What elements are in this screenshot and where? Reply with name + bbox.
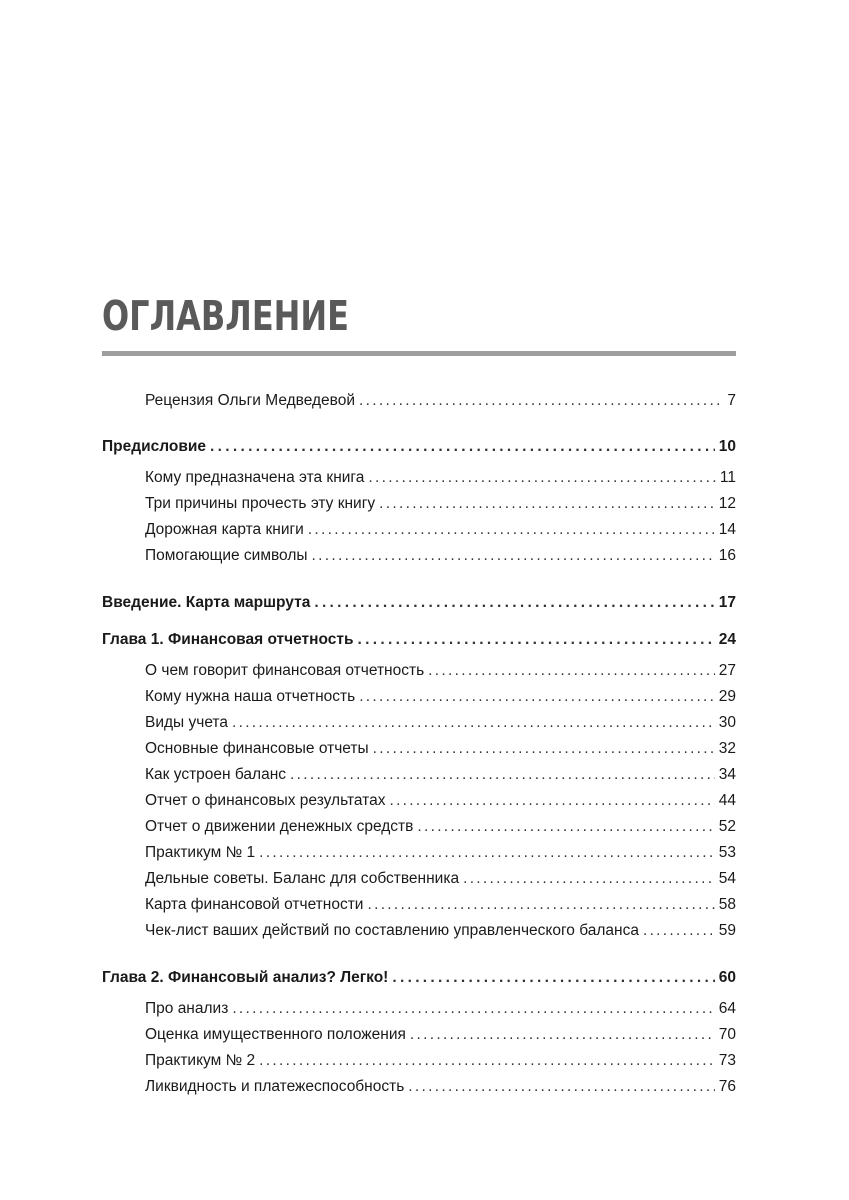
toc-entry-label: Кому нужна наша отчетность [145, 688, 356, 705]
toc-entry[interactable] [145, 467, 736, 489]
dot-leader [359, 686, 715, 708]
toc-entry-label: Основные финансовые отчеты [145, 740, 369, 757]
toc-entry-label: Глава 1. Финансовая отчетность [102, 631, 354, 648]
toc-entry-introduction[interactable] [102, 592, 736, 614]
toc-entry-page: 60 [718, 969, 736, 986]
toc-entry[interactable] [145, 712, 736, 734]
dot-leader [367, 894, 714, 916]
toc-entry-page: 29 [718, 688, 736, 705]
toc-entry-page: 27 [718, 662, 736, 679]
toc-entry-label: Рецензия Ольги Медведевой [145, 392, 355, 409]
toc-entry-label: О чем говорит финансовая отчетность [145, 662, 425, 679]
toc-entry[interactable] [145, 998, 736, 1020]
toc-entry-review[interactable] [145, 390, 736, 412]
toc-entry[interactable] [145, 842, 736, 864]
toc-entry[interactable] [145, 493, 736, 515]
toc-entry-page: 7 [727, 392, 736, 409]
dot-leader [290, 764, 715, 786]
toc-entry-page: 52 [718, 818, 736, 835]
toc-entry-label: Кому предназначена эта книга [145, 469, 365, 486]
toc-entry-page: 44 [718, 792, 736, 809]
dot-leader [308, 519, 715, 541]
toc-entry[interactable] [145, 660, 736, 682]
dot-leader [463, 868, 715, 890]
toc-entry-label: Отчет о финансовых результатах [145, 792, 386, 809]
toc-entry-chapter-2[interactable] [102, 967, 736, 989]
dot-leader [312, 545, 715, 567]
toc-entry-label: Виды учета [145, 714, 228, 731]
dot-leader [359, 390, 723, 412]
toc-entry[interactable] [145, 1050, 736, 1072]
toc-entry-preface[interactable] [102, 436, 736, 458]
toc-entry[interactable] [145, 920, 736, 942]
toc-entry-label: Три причины прочесть эту книгу [145, 495, 376, 512]
toc-entry[interactable] [145, 790, 736, 812]
dot-leader [358, 629, 715, 651]
dot-leader [417, 816, 714, 838]
toc-entry-page: 64 [718, 1000, 736, 1017]
toc-entry-page: 58 [718, 896, 736, 913]
toc-entry-label: Помогающие символы [145, 547, 308, 564]
toc-entry-page: 14 [718, 521, 736, 538]
dot-leader [368, 467, 716, 489]
toc-entry-label: Дорожная карта книги [145, 521, 304, 538]
toc-entry-label: Отчет о движении денежных средств [145, 818, 414, 835]
toc-entry[interactable] [145, 868, 736, 890]
dot-leader [392, 967, 714, 989]
toc-entry[interactable] [145, 545, 736, 567]
toc-entry-page: 17 [718, 594, 736, 611]
dot-leader [259, 842, 715, 864]
page-title: ОГЛАВЛЕНИЕ [102, 292, 350, 340]
dot-leader [314, 592, 714, 614]
dot-leader [210, 436, 715, 458]
toc-entry-page: 54 [718, 870, 736, 887]
toc-entry-label: Оценка имущественного положения [145, 1026, 406, 1043]
toc-entry-label: Практикум № 2 [145, 1052, 256, 1069]
toc-entry-page: 11 [719, 469, 736, 486]
toc-entry-label: Чек-лист ваших действий по составлению управленческого баланса [145, 922, 639, 939]
dot-leader [379, 493, 715, 515]
toc-entry-chapter-1[interactable] [102, 629, 736, 651]
toc-entry-page: 24 [718, 631, 736, 648]
dot-leader [408, 1076, 714, 1098]
toc-entry-page: 16 [718, 547, 736, 564]
toc-entry-label: Карта финансовой отчетности [145, 896, 364, 913]
toc-entry-page: 53 [718, 844, 736, 861]
dot-leader [410, 1024, 715, 1046]
toc-entry-page: 10 [718, 438, 736, 455]
toc-entry-label: Ликвидность и платежеспособность [145, 1078, 405, 1095]
dot-leader [428, 660, 715, 682]
toc-entry-label: Предисловие [102, 438, 207, 455]
toc-entry-label: Про анализ [145, 1000, 229, 1017]
toc-entry-page: 12 [718, 495, 736, 512]
toc-entry-label: Как устроен баланс [145, 766, 287, 783]
toc-entry-page: 70 [718, 1026, 736, 1043]
toc-entry[interactable] [145, 519, 736, 541]
dot-leader [259, 1050, 715, 1072]
dot-leader [232, 998, 714, 1020]
toc-entry-page: 30 [718, 714, 736, 731]
dot-leader [373, 738, 715, 760]
toc-entry[interactable] [145, 1076, 736, 1098]
toc-entry-page: 32 [718, 740, 736, 757]
toc-entry[interactable] [145, 894, 736, 916]
toc-entry[interactable] [145, 1024, 736, 1046]
toc-entry-page: 73 [718, 1052, 736, 1069]
dot-leader [643, 920, 715, 942]
toc-entry-label: Практикум № 1 [145, 844, 256, 861]
toc-entry-label: Глава 2. Финансовый анализ? Легко! [102, 969, 389, 986]
toc-entry-page: 59 [718, 922, 736, 939]
toc-entry-label: Введение. Карта маршрута [102, 594, 311, 611]
toc-entry[interactable] [145, 686, 736, 708]
toc-entry-label: Дельные советы. Баланс для собственника [145, 870, 460, 887]
toc-entry[interactable] [145, 738, 736, 760]
dot-leader [232, 712, 715, 734]
dot-leader [389, 790, 714, 812]
toc-entry-page: 34 [718, 766, 736, 783]
toc-entry[interactable] [145, 764, 736, 786]
toc-entry-page: 76 [718, 1078, 736, 1095]
toc-entry[interactable] [145, 816, 736, 838]
